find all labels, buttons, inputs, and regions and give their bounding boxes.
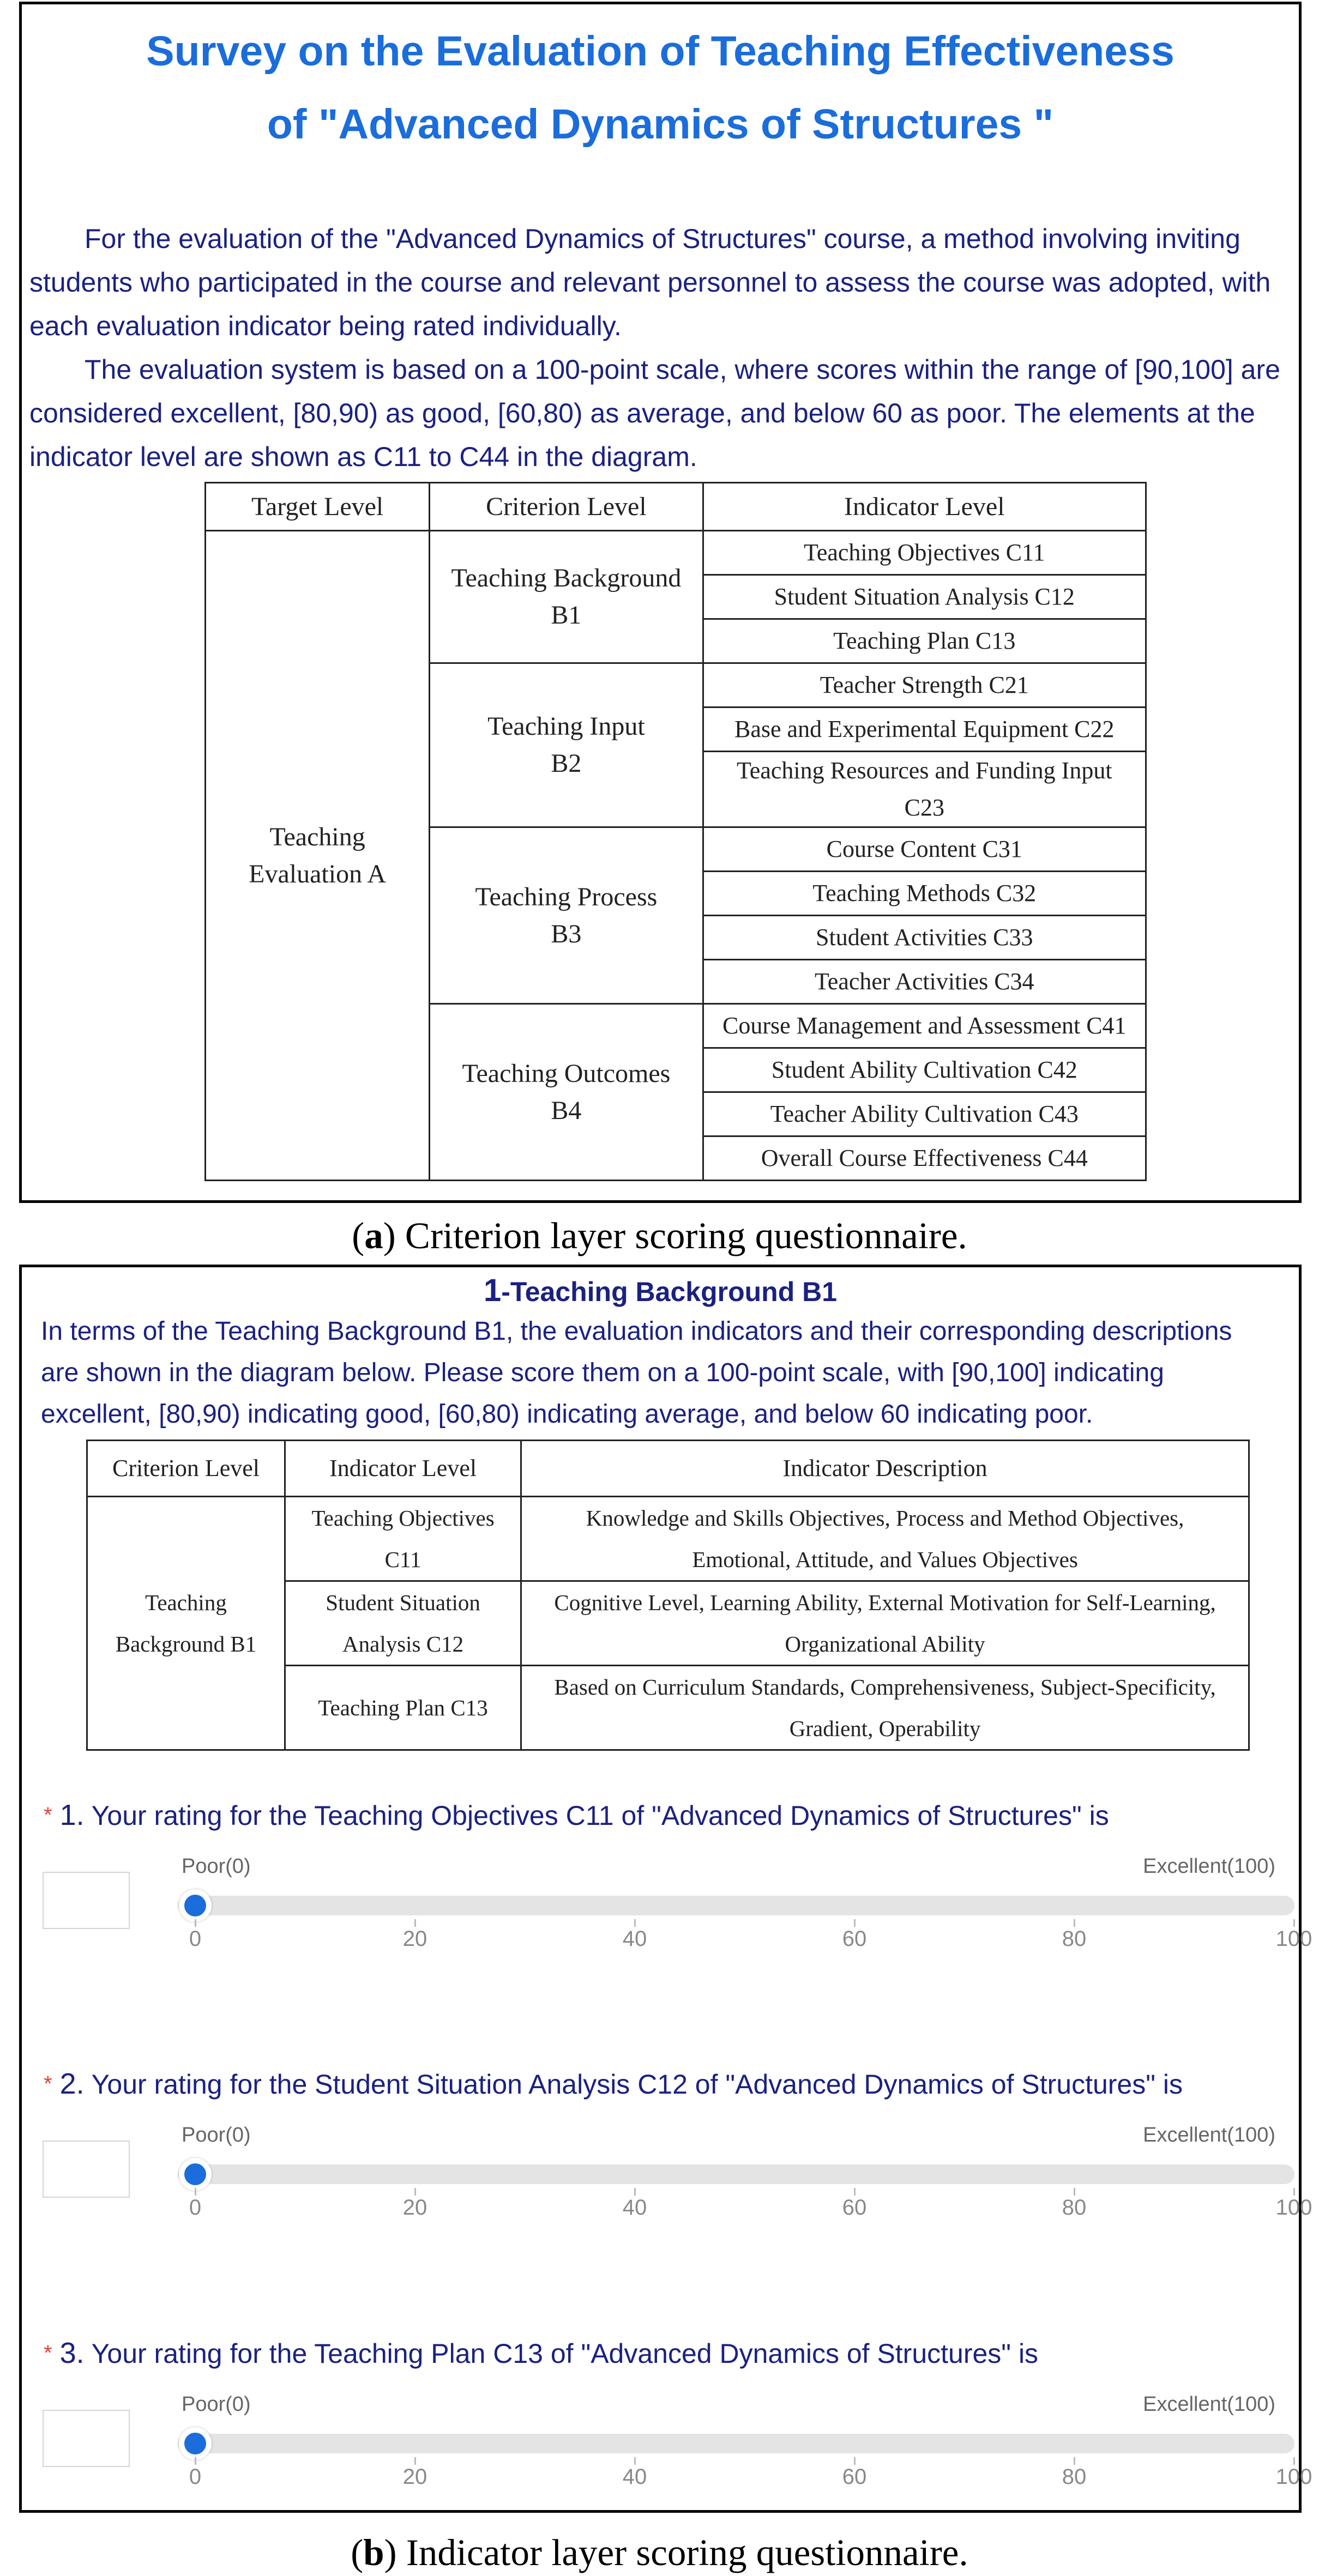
slider-tick-label: 20	[402, 1927, 427, 1951]
rating-slider-handle[interactable]	[179, 1889, 212, 1922]
slider-tick-label: 100	[1275, 1927, 1312, 1951]
rating-question-1	[22, 1796, 1312, 2025]
intro-paragraph-1-line: each evaluation indicator being rated individually.	[29, 311, 622, 341]
slider-tick-label: 100	[1275, 2196, 1312, 2220]
indicator-cell: Teaching Methods C32	[703, 872, 1146, 916]
indicator-label: Teaching Objectives C11	[311, 1505, 495, 1572]
criterion-label: Teaching Process B3	[475, 882, 658, 948]
table-header: Indicator Description	[521, 1441, 1249, 1497]
section-intro	[41, 1311, 1295, 1435]
rating-slider-handle[interactable]	[179, 2158, 212, 2191]
criterion-label: Teaching Background B1	[451, 564, 682, 630]
criterion-questionnaire-panel	[19, 2, 1302, 1203]
indicator-cell: Base and Experimental Equipment C22	[703, 708, 1146, 752]
question-text: Your rating for the Student Situation Analysis C12 of "Advanced Dynamics of Structures" is	[91, 2069, 1183, 2100]
target-level-label: Teaching Evaluation A	[249, 822, 387, 888]
intro-paragraph-1	[29, 217, 1300, 348]
criterion-cell	[430, 663, 703, 827]
description-cell	[521, 1666, 1249, 1750]
criterion-cell	[430, 827, 703, 1004]
rating-slider-handle[interactable]	[179, 2427, 212, 2460]
slider-tick-label: 60	[842, 2465, 867, 2489]
table-header: Indicator Level	[285, 1441, 521, 1497]
caption-a: (a) Criterion layer scoring questionnaire.	[352, 1215, 967, 1256]
description-cell	[521, 1581, 1249, 1666]
slider-tick-label: 20	[402, 2196, 427, 2220]
criterion-cell	[430, 1004, 703, 1181]
slider-max-label: Excellent(100)	[1143, 1855, 1275, 1878]
criterion-cell	[430, 531, 703, 663]
intro-paragraph-2-line: considered excellent, [80,90) as good, [60,80) as average, and below 60 as poor. The elements at the	[29, 398, 1255, 428]
slider-tick-label: 0	[189, 1927, 202, 1951]
slider-tick-label: 80	[1062, 2196, 1087, 2220]
indicator-cell: Overall Course Effectiveness C44	[703, 1136, 1146, 1181]
slider-min-label: Poor(0)	[182, 2124, 251, 2146]
slider-tick-label: 60	[842, 2196, 867, 2220]
table-header: Indicator Level	[703, 483, 1146, 531]
criterion-label: Teaching Outcomes B4	[462, 1059, 671, 1125]
question-text: Your rating for the Teaching Objectives C11 of "Advanced Dynamics of Structures" is	[91, 1800, 1109, 1831]
target-level-cell	[206, 531, 430, 1181]
rating-slider-track[interactable]	[178, 1896, 1294, 1915]
table-header: Target Level	[206, 483, 430, 531]
description-cell	[521, 1497, 1249, 1581]
indicator-cell: Teaching Plan C13	[703, 619, 1146, 663]
intro-paragraph-2-line: indicator level are shown as C11 to C44 in the diagram.	[29, 442, 697, 472]
indicator-cell: Teacher Strength C21	[703, 663, 1146, 708]
required-asterisk: *	[44, 1803, 52, 1827]
description-text: Based on Curriculum Standards, Comprehensiveness, Subject-Specificity, Gradient, Operability	[554, 1674, 1216, 1741]
description-text: Cognitive Level, Learning Ability, External Motivation for Self-Learning, Organizational Ability	[554, 1590, 1216, 1656]
intro-paragraph-2-line: The evaluation system is based on a 100-point scale, where scores within the range of [90,100] are	[85, 354, 1280, 385]
rating-slider-track[interactable]	[178, 2164, 1294, 2184]
caption-b-letter: b	[363, 2532, 384, 2573]
section-intro-line: excellent, [80,90) indicating good, [60,80) indicating average, and below 60 indicating poor.	[41, 1400, 1093, 1429]
slider-max-label: Excellent(100)	[1143, 2124, 1275, 2146]
indicator-label: Student Situation Analysis C12	[326, 1590, 480, 1656]
intro-paragraph-2	[29, 348, 1300, 479]
indicator-cell: Course Management and Assessment C41	[703, 1004, 1146, 1048]
question-label	[44, 2065, 1183, 2103]
criterion-cell	[87, 1497, 285, 1750]
slider-tick-label: 40	[622, 1927, 647, 1951]
table-header: Criterion Level	[430, 483, 703, 531]
slider-tick-label: 100	[1275, 2465, 1312, 2489]
slider-tick-label: 40	[622, 2465, 647, 2489]
rating-slider-track[interactable]	[178, 2434, 1294, 2453]
indicator-cell: Teaching Objectives C11	[703, 531, 1146, 575]
question-number: 1.	[59, 1799, 85, 1831]
indicator-cell: Student Ability Cultivation C42	[703, 1048, 1146, 1092]
slider-tick-label: 80	[1062, 2465, 1087, 2489]
indicator-cell: Course Content C31	[703, 827, 1146, 872]
rating-value-input[interactable]	[43, 2410, 130, 2467]
intro-paragraph-1-line: students who participated in the course and relevant personnel to assess the course was adopted, with	[29, 267, 1271, 298]
rating-value-input[interactable]	[43, 2140, 130, 2198]
indicator-cell: Teacher Ability Cultivation C43	[703, 1092, 1146, 1136]
caption-b: (b) Indicator layer scoring questionnaire.	[351, 2532, 968, 2573]
slider-tick-label: 0	[189, 2196, 202, 2220]
question-number: 3.	[59, 2337, 85, 2369]
caption-a-letter: a	[364, 1215, 383, 1256]
slider-tick-label: 0	[189, 2465, 202, 2489]
question-text: Your rating for the Teaching Plan C13 of "Advanced Dynamics of Structures" is	[91, 2338, 1039, 2369]
indicator-cell: Student Situation Analysis C12	[703, 575, 1146, 619]
intro-paragraph-1-line: For the evaluation of the "Advanced Dynamics of Structures" course, a method involving inviting	[85, 223, 1240, 254]
criterion-label: Teaching Background B1	[115, 1590, 257, 1656]
indicator-label: Teaching Resources and Funding Input C23	[737, 757, 1112, 821]
rating-question-3	[22, 2334, 1312, 2563]
required-asterisk: *	[44, 2072, 52, 2096]
slider-min-label: Poor(0)	[182, 1855, 251, 1878]
slider-tick-label: 20	[402, 2465, 427, 2489]
indicator-description-table	[86, 1440, 1250, 1751]
section-title	[22, 1272, 1299, 1311]
slider-tick-label: 80	[1062, 1927, 1087, 1951]
indicator-cell	[285, 1581, 521, 1666]
rating-value-input[interactable]	[43, 1872, 130, 1929]
table-header: Criterion Level	[87, 1441, 285, 1497]
slider-tick-label: 40	[622, 2196, 647, 2220]
survey-title-line2: of "Advanced Dynamics of Structures "	[267, 101, 1054, 148]
question-number: 2.	[59, 2067, 85, 2100]
question-label	[44, 1796, 1109, 1835]
required-asterisk: *	[44, 2341, 52, 2365]
indicator-cell	[285, 1497, 521, 1581]
indicator-cell: Teaching Plan C13	[285, 1666, 521, 1750]
slider-min-label: Poor(0)	[182, 2393, 251, 2416]
indicator-questionnaire-panel	[19, 1265, 1312, 2513]
section-number: 1	[483, 1273, 502, 1308]
description-text: Knowledge and Skills Objectives, Process and Method Objectives, Emotional, Attitude, and Values Objectives	[586, 1505, 1184, 1572]
section-title-text: -Teaching Background B1	[501, 1277, 838, 1307]
survey-title-line1: Survey on the Evaluation of Teaching Effectiveness	[146, 28, 1175, 75]
indicator-cell: Student Activities C33	[703, 916, 1146, 960]
slider-tick-label: 60	[842, 1927, 867, 1951]
section-intro-line: In terms of the Teaching Background B1, the evaluation indicators and their corresponding descriptions	[41, 1317, 1232, 1346]
evaluation-hierarchy-table	[204, 482, 1147, 1181]
caption-a-text: Criterion layer scoring questionnaire.	[395, 1215, 967, 1256]
criterion-label: Teaching Input B2	[487, 712, 645, 778]
indicator-cell: Teacher Activities C34	[703, 960, 1146, 1004]
indicator-cell	[703, 752, 1146, 827]
section-intro-line: are shown in the diagram below. Please score them on a 100-point scale, with [90,100] indicating	[41, 1358, 1164, 1387]
slider-max-label: Excellent(100)	[1143, 2393, 1275, 2416]
rating-question-2	[22, 2065, 1312, 2294]
caption-b-text: Indicator layer scoring questionnaire.	[396, 2532, 968, 2573]
question-label	[44, 2334, 1038, 2373]
